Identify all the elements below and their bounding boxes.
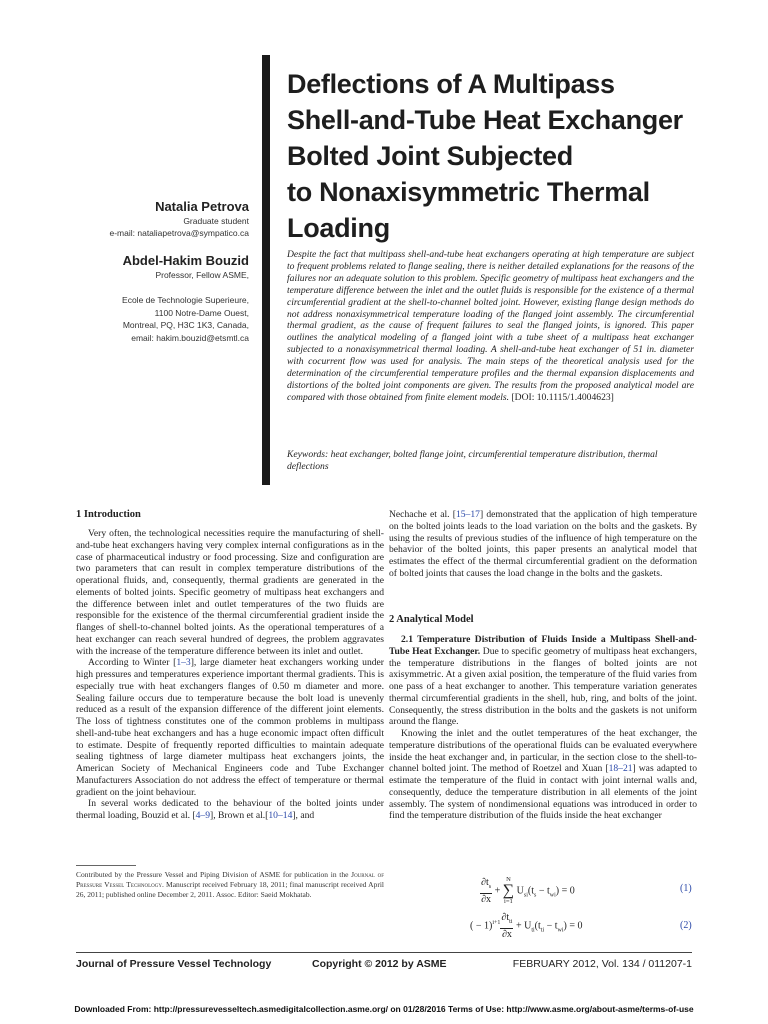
section-heading-introduction: 1 Introduction: [76, 509, 141, 520]
download-notice[interactable]: Downloaded From: http://pressurevesseltech.asmedigitalcollection.asme.org/ on 01/28/2016 Terms of Use: http://www.asme.org/about-asme/terms-of-use: [74, 1004, 694, 1014]
author-email[interactable]: e-mail: nataliapetrova@sympatico.ca: [109, 228, 249, 238]
footnote: Contributed by the Pressure Vessel and Piping Division of ASME for publication in the Journal of Pressure Vessel Technology. Manuscript received February 18, 2011; final manuscript received April 26, 2011; published online December 2, 2011. Assoc. Editor: Saeid Mokhatab.: [76, 870, 384, 899]
title-line: Bolted Joint Subjected: [287, 141, 573, 171]
fraction: $\frac{\partial t_s}{\partial x}$: [481, 877, 492, 905]
fraction: $\frac{\partial t_{ti}}{\partial x}$: [501, 912, 513, 940]
footer-copyright: Copyright © 2012 by ASME: [312, 958, 447, 970]
equation-2: ( − 1)$^{i+1}$ $\frac{\partial t_{ti}}{\partial x}$ + $U_{ti}(t_{ti} - t_{wi}) = 0$: [470, 912, 583, 940]
paragraph: Very often, the technological necessities require the manufacturing of shell-and-tube heat exchangers having very complex internal configurations as in the case of pharmaceutical industry or food processing. Size and configuration are two parameters that can result in complex temperature distributions of the operational fluids, and, consequently, thermal gradients are generated in the elements of bolted joints. Specific geometry of multipass heat exchangers and the difference between inlet and outlet temperatures of the two fluids are responsible for the existence of the thermal circumferential gradient inside the flanges of shell-to-channel bolted joints. As the operational temperatures of a heat exchanger can reach several hundred of degrees, the problem aggravates with the increase of the temperature difference between its inlet and outlet.: [76, 528, 384, 657]
author-role: Graduate student: [183, 216, 249, 226]
footer-rule: [76, 952, 692, 953]
equation-number[interactable]: (2): [680, 920, 692, 931]
title-line: to Nonaxisymmetric Thermal: [287, 177, 650, 207]
citation-link[interactable]: 1–3: [176, 657, 191, 669]
abstract: [287, 249, 694, 404]
citation-link[interactable]: 4–9: [195, 810, 211, 821]
author-name: Natalia Petrova: [155, 199, 249, 214]
affiliation-line[interactable]: email: hakim.bouzid@etsmtl.ca: [131, 332, 249, 343]
affiliation-line: 1100 Notre-Dame Ouest,: [154, 307, 249, 318]
author-role: Professor, Fellow ASME,: [155, 270, 249, 280]
paragraph: Nechache et al. [15–17] demonstrated that the application of high temperature on the bolted joints leads to the load variation on the bolts and the gaskets. By using the results of previous studies of the influence of high temperature on the behavior of the bolted joints, this paper presents an analytical model that estimates the effect of the thermal circumferential gradient on the deformation of bolted joints that causes the load change in the bolts and the gaskets.: [389, 509, 697, 579]
title-line: Shell-and-Tube Heat Exchanger: [287, 105, 683, 135]
doi-link[interactable]: [DOI: 10.1115/1.4004623]: [511, 391, 614, 403]
paragraph: In several works dedicated to the behaviour of the bolted joints under thermal loading, Bouzid et al. [4–9], Brown et al.[10–14], and: [76, 798, 384, 821]
citation-link[interactable]: 10–14: [268, 810, 293, 821]
subsection-heading: 2.1 Temperature Distribution of Fluids Inside a Multipass Shell-and-Tube Heat Exchanger.: [389, 634, 697, 657]
paragraph: 2.1 Temperature Distribution of Fluids Inside a Multipass Shell-and-Tube Heat Exchanger. Due to specific geometry of multipass heat exchangers, the temperature distributions in the flanges of bolted joints are not axisymmetric. At a given axial position, the temperature of the fluid varies from one pass of a heat exchanger to another. This temperature variation generates thermal circumferential gradients in the shell, hub, ring, and bolts of the joint. Consequently, the stress distribution in the bolts and the gaskets is not uniform around the flange.: [389, 634, 697, 728]
affiliation-line: Montreal, PQ, H3C 1K3, Canada,: [122, 320, 249, 330]
introduction-continued: [389, 509, 697, 580]
analytical-body: [389, 634, 697, 822]
title-line: Deflections of A Multipass: [287, 69, 615, 99]
summation-symbol: N ∑ i=1: [502, 876, 515, 905]
affiliation-line: Ecole de Technologie Superieure,: [122, 295, 249, 305]
author-affiliation: [122, 294, 249, 344]
citation-link[interactable]: 18–21: [608, 763, 633, 775]
author-name: Abdel-Hakim Bouzid: [122, 253, 249, 268]
footnote-rule: [76, 865, 136, 866]
paragraph: Knowing the inlet and the outlet temperatures of the heat exchanger, the temperature distributions of the operational fluids can be evaluated everywhere inside the heat exchanger and, in particular, in the section close to the shell-to-channel bolted joint. The method of Roetzel and Xuan [18–21] was adapted to estimate the temperature of the fluid in contact with joint internal walls and, consequently, deduce the temperature distribution in all elements of the joint assembly. The system of nondimensional equations was introduced in order to find the temperature distribution of the fluids inside the heat exchanger: [389, 728, 697, 822]
footer-issue-info: FEBRUARY 2012, Vol. 134 / 011207-1: [512, 958, 692, 970]
equation-number[interactable]: (1): [680, 883, 692, 894]
paper-title: [287, 66, 727, 246]
keywords: Keywords: heat exchanger, bolted flange joint, circumferential temperature distribution, thermal deflections: [287, 449, 658, 472]
abstract-text: Despite the fact that multipass shell-and-tube heat exchangers operating at high temperature are subject to frequent problems related to flange sealing, there is neither detailed explanations for the reasons of the failures nor an adequate solution to this problem. Specific geometry of multipass heat exchangers and the temperature difference between the inlet and the outlet fluids is responsible for the existence of a thermal circumferential gradient at the shell-to-channel bolted joint. However, existing flange design methods do not address nonaxisymmetrical temperature loading of the flanged joint assembly. The circumferential thermal gradient, as the cause of frequent failures to seal the flanged joints, is ignored. This paper outlines the analytical modeling of a flanged joint with a tube sheet of a multipass heat exchanger subjected to a nonaxisymmetrical thermal loading. A shell-and-tube heat exchanger of 51 in. diameter with cocurrent flow was used for analysis. The main steps of the theoretical analysis used for the determination of the circumferential temperature profiles and the thermal expansion displacements and distortions of the bolted joint components are given. The results from the proposed analytical model are compared with those obtained from finite element models.: [287, 249, 694, 403]
title-vertical-rule: [262, 55, 270, 485]
introduction-body: [76, 528, 384, 822]
title-line: Loading: [287, 213, 390, 243]
footer-journal-name: Journal of Pressure Vessel Technology: [76, 958, 272, 970]
citation-link[interactable]: 15–17: [455, 509, 480, 520]
journal-name: Journal of Pressure Vessel Technology: [76, 870, 384, 889]
section-heading-analytical-model: 2 Analytical Model: [389, 614, 474, 625]
paragraph: According to Winter [1–3], large diameter heat exchangers working under high pressures and temperatures experience important thermal gradients. This is especially true with heat exchangers flanges of 0.50 m diameter and more. Sealing failure occurs due to temperature because the bolt load is unevenly reduced as a result of the expansion difference of the different joint elements. The loss of tightness constitutes one of the common problems in multipass shell-and-tube heat exchangers and has a huge economic impact often difficult to estimate. Despite of frequently reported difficulties to maintain adequate sealing tightness of large diameter multipass heat exchangers joints, the American Society of Mechanical Engineers code and Tube Exchanger Manufacturers Association do not address the effect of temperature or thermal gradient on the joint behaviour.: [76, 657, 384, 798]
equation-1: $\frac{\partial t_s}{\partial x}$ + N ∑ i=1 $U_{si}(t_s - t_{wi}) = 0$: [481, 876, 575, 905]
